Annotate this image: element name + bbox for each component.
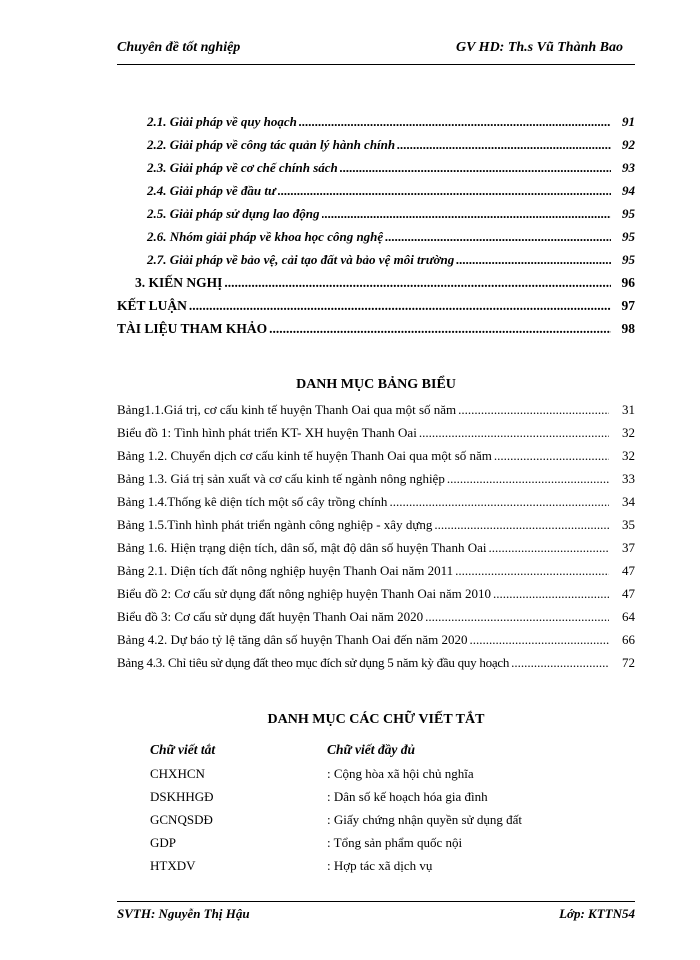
toc-item-page: 94 — [622, 183, 635, 198]
table-list-item[interactable] — [117, 540, 635, 556]
toc-item-page: 97 — [621, 298, 635, 313]
toc-item-page: 93 — [622, 160, 635, 175]
table-list-page: 35 — [622, 517, 635, 532]
toc-item-label: KẾT LUẬN — [117, 298, 187, 313]
table-list-page: 72 — [622, 655, 635, 670]
table-list-item[interactable] — [117, 586, 635, 602]
header-left: Chuyên đề tốt nghiệp — [117, 40, 241, 55]
table-list-label: Bảng 1.6. Hiện trạng diện tích, dân số, mật độ dân số huyện Thanh Oai — [117, 540, 487, 555]
table-list-label: Bảng 4.3. Chỉ tiêu sử dụng đất theo mục đích sử dụng 5 năm kỳ đầu quy hoạch — [117, 655, 510, 670]
table-list-page: 32 — [622, 425, 635, 440]
table-list-page: 37 — [622, 540, 635, 555]
abbr-short: GDP — [150, 835, 177, 850]
abbr-head-full: Chữ viết đầy đủ — [327, 742, 415, 757]
footer-rule — [117, 901, 635, 902]
toc-item[interactable] — [147, 114, 635, 130]
table-list-label: Biểu đồ 2: Cơ cấu sử dụng đất nông nghiệp huyện Thanh Oai năm 2010 — [117, 586, 492, 601]
toc-item-label: 3. KIẾN NGHỊ — [135, 275, 223, 290]
abbr-title: DANH MỤC CÁC CHỮ VIẾT TẮT — [267, 712, 485, 727]
table-list-page: 33 — [622, 471, 635, 486]
toc-item-label: 2.7. Giải pháp về bảo vệ, cải tạo đất và bảo vệ môi trường — [147, 252, 455, 267]
table-list-label: Bảng 1.5.Tình hình phát triển ngành công nghiệp - xây dựng — [117, 517, 433, 532]
table-list-item[interactable] — [117, 471, 635, 487]
toc-item[interactable] — [147, 252, 635, 268]
toc-item[interactable] — [117, 321, 635, 337]
table-list-label: Bảng 1.3. Giá trị sản xuất và cơ cấu kinh tế ngành nông nghiệp — [117, 471, 445, 486]
toc-item[interactable] — [147, 183, 635, 199]
table-list-page: 34 — [622, 494, 635, 509]
table-list-page: 47 — [622, 586, 635, 601]
toc-item[interactable] — [147, 229, 635, 245]
table-list-page: 64 — [622, 609, 635, 624]
table-list-item[interactable] — [117, 517, 635, 533]
abbr-full: : Hợp tác xã dịch vụ — [327, 858, 433, 873]
toc-item-label: 2.4. Giải pháp về đầu tư — [147, 183, 276, 198]
table-list-page: 47 — [622, 563, 635, 578]
toc-item-label: 2.6. Nhóm giải pháp về khoa học công nghệ — [147, 229, 384, 244]
abbr-short: GCNQSDĐ — [150, 812, 213, 827]
toc-item[interactable] — [117, 298, 635, 314]
toc-item-label: TÀI LIỆU THAM KHẢO — [117, 321, 268, 336]
table-list-page: 66 — [622, 632, 635, 647]
abbr-full: : Giấy chứng nhận quyền sử dụng đất — [327, 812, 522, 827]
toc-item-page: 98 — [621, 321, 635, 336]
toc-item-label: 2.3. Giải pháp về cơ chế chính sách — [147, 160, 338, 175]
abbr-short: CHXHCN — [150, 766, 205, 781]
table-list-item[interactable] — [117, 563, 635, 579]
toc-item-page: 92 — [622, 137, 635, 152]
table-list-item[interactable] — [117, 494, 635, 510]
table-list-label: Bảng1.1.Giá trị, cơ cấu kinh tế huyện Thanh Oai qua một số năm — [117, 402, 457, 417]
toc-item[interactable] — [135, 275, 635, 291]
table-list-item[interactable] — [117, 402, 635, 418]
table-list-page: 32 — [622, 448, 635, 463]
table-list-item[interactable] — [117, 609, 635, 625]
toc-item-page: 96 — [621, 275, 635, 290]
abbr-full: : Tổng sản phẩm quốc nội — [327, 835, 463, 850]
toc-item-label: 2.5. Giải pháp sử dụng lao động — [147, 206, 320, 221]
abbr-head-short: Chữ viết tắt — [150, 742, 216, 757]
toc-item-page: 95 — [622, 229, 635, 244]
header-right: GV HD: Th.s Vũ Thành Bao — [455, 40, 623, 55]
toc-item-label: 2.1. Giải pháp về quy hoạch — [147, 114, 297, 129]
abbr-full: : Cộng hòa xã hội chủ nghĩa — [327, 766, 474, 781]
table-list-item[interactable] — [117, 655, 635, 671]
header-rule — [117, 64, 635, 65]
abbr-full: : Dân số kế hoạch hóa gia đình — [327, 789, 488, 804]
footer-left: SVTH: Nguyễn Thị Hậu — [117, 906, 250, 921]
table-list-label: Bảng 1.2. Chuyển dịch cơ cấu kinh tế huyện Thanh Oai qua một số năm — [117, 448, 492, 463]
toc-item-label: 2.2. Giải pháp về công tác quản lý hành chính — [147, 137, 396, 152]
tables-title: DANH MỤC BẢNG BIỂU — [296, 377, 456, 392]
table-list-label: Bảng 4.2. Dự báo tỷ lệ tăng dân số huyện Thanh Oai đến năm 2020 — [117, 632, 468, 647]
table-list-page: 31 — [622, 402, 635, 417]
table-list-label: Bảng 2.1. Diện tích đất nông nghiệp huyện Thanh Oai năm 2011 — [117, 563, 454, 578]
abbr-short: HTXDV — [150, 858, 196, 873]
toc-item[interactable] — [147, 206, 635, 222]
toc-item-page: 91 — [622, 114, 635, 129]
table-list-label: Biểu đồ 1: Tình hình phát triển KT- XH huyện Thanh Oai — [117, 425, 417, 440]
table-list-label: Bảng 1.4.Thống kê diện tích một số cây trồng chính — [117, 494, 388, 509]
toc-item[interactable] — [147, 137, 635, 153]
toc-item[interactable] — [147, 160, 635, 176]
toc-item-page: 95 — [622, 206, 635, 221]
table-list-item[interactable] — [117, 632, 635, 648]
toc-item-page: 95 — [622, 252, 635, 267]
footer-right: Lớp: KTTN54 — [559, 906, 635, 921]
abbr-short: DSKHHGĐ — [150, 789, 214, 804]
table-list-item[interactable] — [117, 425, 635, 441]
table-list-item[interactable] — [117, 448, 635, 464]
table-list-label: Biểu đồ 3: Cơ cấu sử dụng đất huyện Thanh Oai năm 2020 — [117, 609, 424, 624]
